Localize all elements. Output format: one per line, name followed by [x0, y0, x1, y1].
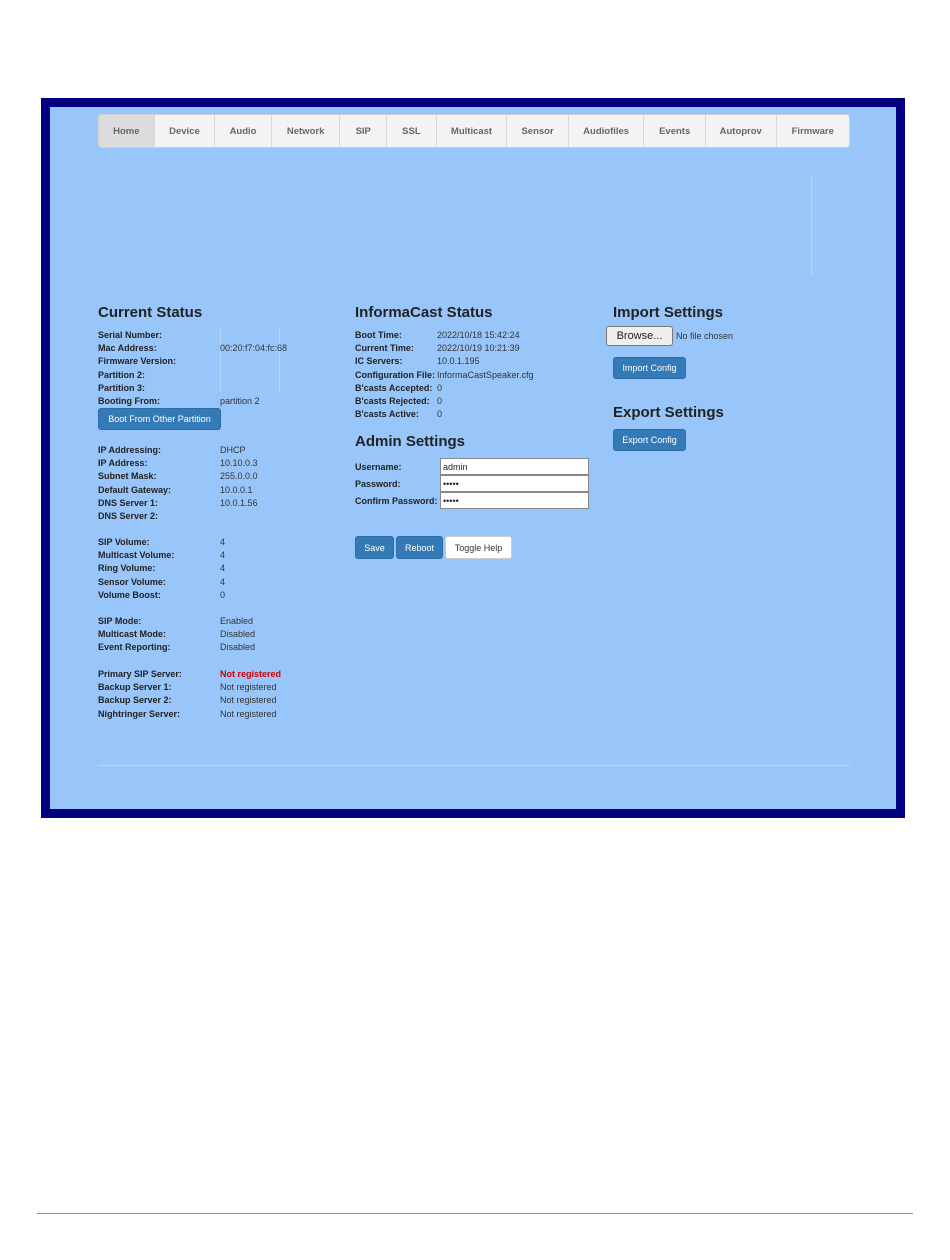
current-status-title: Current Status	[98, 304, 203, 321]
field-value: 2022/10/19 10:21:39	[437, 343, 520, 354]
informacast-status-title: InformaCast Status	[355, 304, 493, 321]
field-label: Primary SIP Server:	[98, 669, 182, 679]
tab-home[interactable]: Home	[99, 115, 155, 147]
field-label: DNS Server 2:	[98, 511, 159, 521]
field-value: 0	[437, 382, 443, 393]
table-border	[279, 327, 280, 392]
field-value: 4	[220, 550, 226, 561]
password-label: Password:	[355, 479, 401, 489]
tab-firmware[interactable]: Firmware	[791, 125, 834, 137]
field-value: Not registered	[220, 695, 277, 706]
tab-audiofiles[interactable]: Audiofiles	[569, 115, 645, 147]
field-label: B'casts Rejected:	[355, 396, 430, 406]
field-label: Boot Time:	[355, 330, 402, 340]
field-label: Sensor Volume:	[98, 576, 166, 587]
field-label: IC Servers:	[355, 356, 403, 367]
field-value: 4	[220, 537, 226, 547]
field-label: Partition 3:	[98, 382, 146, 393]
export-config-button[interactable]: Export Config	[613, 429, 686, 451]
field-value: InformaCastSpeaker.cfg	[437, 369, 534, 380]
username-input[interactable]: admin	[440, 458, 589, 475]
field-label: Default Gateway:	[98, 484, 172, 495]
nav-bar	[98, 114, 850, 148]
confirm-password-input[interactable]: •••••	[440, 492, 589, 509]
tab-events[interactable]: Events	[644, 115, 706, 147]
boot-other-partition-button[interactable]: Boot From Other Partition	[98, 408, 221, 430]
field-label: Multicast Mode:	[98, 629, 167, 640]
field-value: Disabled	[220, 642, 256, 653]
field-value: 0	[220, 589, 226, 600]
field-label: Backup Server 1:	[98, 682, 172, 693]
field-value: 255.0.0.0	[220, 471, 258, 482]
field-value: Not registered	[220, 708, 277, 719]
field-label: Ring Volume:	[98, 563, 156, 574]
field-label: Event Reporting:	[98, 642, 171, 653]
confirm-password-label: Confirm Password:	[355, 496, 438, 506]
field-value: 10.10.0.3	[220, 458, 258, 469]
field-label: Multicast Volume:	[98, 550, 175, 561]
field-value: 10.0.1.56	[220, 497, 258, 508]
footer-rule	[37, 1213, 913, 1214]
field-label: SIP Mode:	[98, 616, 142, 626]
page-frame	[41, 98, 905, 818]
field-value: 4	[220, 576, 226, 587]
divider	[811, 175, 812, 275]
password-input[interactable]: •••••	[440, 475, 589, 492]
field-label: Booting From:	[98, 396, 160, 406]
browse-button[interactable]: Browse...	[606, 326, 673, 346]
import-settings-title: Import Settings	[613, 304, 724, 321]
field-label: Nightringer Server:	[98, 708, 181, 719]
field-value: Not registered	[220, 669, 282, 679]
field-value: Enabled	[220, 616, 254, 626]
field-value: 10.0.1.195	[437, 356, 480, 367]
tab-audio[interactable]: Audio	[215, 115, 272, 147]
field-label: Partition 2:	[98, 369, 146, 380]
field-label: Volume Boost:	[98, 589, 161, 600]
tab-device[interactable]: Device	[155, 115, 216, 147]
admin-settings-title: Admin Settings	[355, 433, 466, 450]
export-settings-title: Export Settings	[613, 404, 724, 421]
import-config-button[interactable]: Import Config	[613, 357, 686, 379]
field-label: B'casts Accepted:	[355, 382, 433, 393]
field-value: Disabled	[220, 629, 256, 640]
field-label: IP Addressing:	[98, 445, 162, 455]
field-label: Serial Number:	[98, 330, 163, 340]
field-value: 0	[437, 396, 443, 406]
tab-sensor[interactable]: Sensor	[507, 115, 569, 147]
field-label: Backup Server 2:	[98, 695, 172, 706]
main-panel	[50, 107, 896, 809]
tab-ssl[interactable]: SSL	[387, 115, 437, 147]
field-value: 2022/10/18 15:42:24	[437, 330, 520, 340]
table-border	[220, 327, 221, 392]
field-value: 0	[437, 409, 443, 420]
field-label: B'casts Active:	[355, 409, 419, 420]
field-label: Subnet Mask:	[98, 471, 157, 482]
field-value: partition 2	[220, 396, 260, 406]
tab-sip[interactable]: SIP	[340, 115, 387, 147]
bottom-divider	[98, 765, 850, 766]
toggle-help-button[interactable]: Toggle Help	[445, 536, 512, 559]
field-label: Configuration File:	[355, 369, 435, 380]
field-label: DNS Server 1:	[98, 497, 159, 508]
field-value: DHCP	[220, 445, 246, 455]
tab-multicast[interactable]: Multicast	[437, 115, 508, 147]
tab-network[interactable]: Network	[272, 115, 341, 147]
field-label: Mac Address:	[98, 343, 157, 354]
field-value: Not registered	[220, 682, 277, 693]
save-button[interactable]: Save	[355, 536, 394, 559]
field-value: 00:20:f7:04:fc:68	[220, 343, 288, 354]
no-file-text: No file chosen	[676, 331, 734, 341]
field-label: Current Time:	[355, 343, 414, 354]
reboot-button[interactable]: Reboot	[396, 536, 443, 559]
field-value: 10.0.0.1	[220, 484, 253, 495]
field-label: IP Address:	[98, 458, 148, 469]
tab-autoprov[interactable]: Autoprov	[706, 115, 777, 147]
field-label: SIP Volume:	[98, 537, 150, 547]
field-label: Firmware Version:	[98, 356, 177, 367]
username-label: Username:	[355, 462, 402, 472]
field-value: 4	[220, 563, 226, 574]
